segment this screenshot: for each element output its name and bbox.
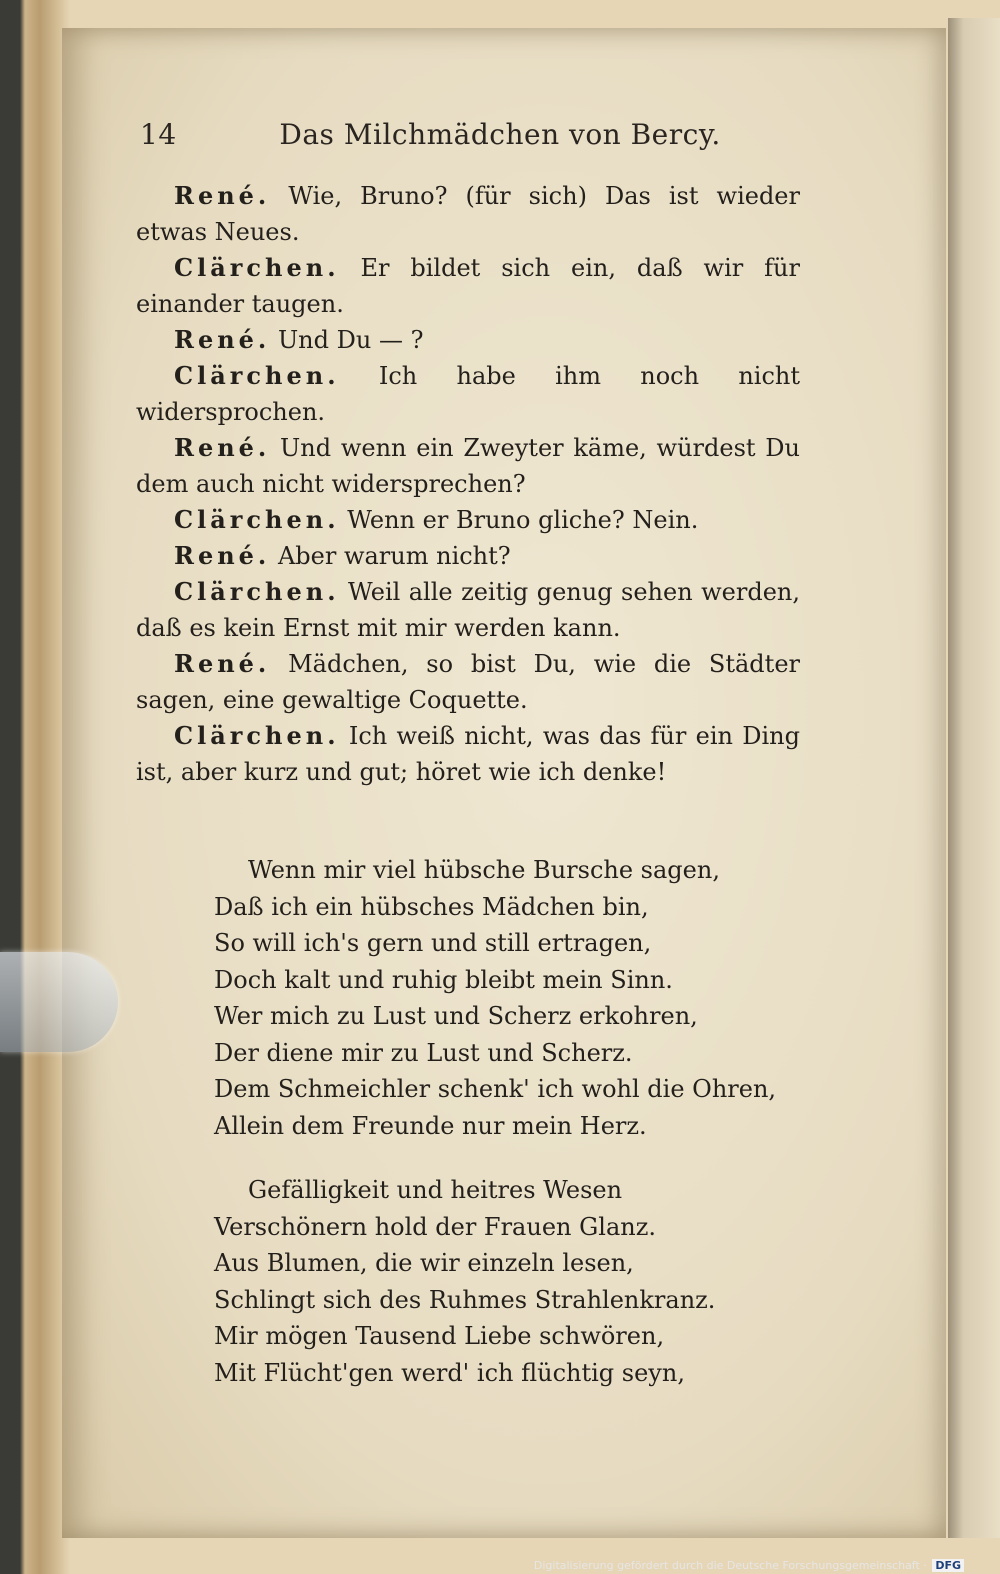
verse-line: Allein dem Freunde nur mein Herz. <box>214 1111 647 1140</box>
dialogue-line <box>136 502 800 538</box>
dialogue-line <box>136 718 800 790</box>
verse-line: Mit Flücht'gen werd' ich flüchtig seyn, <box>214 1358 685 1387</box>
verse-line: Wer mich zu Lust und Scherz erkohren, <box>214 1002 698 1030</box>
dialogue-text: Er bildet sich ein, daß wir für einander taugen. <box>136 254 800 318</box>
verse-line: Wenn mir viel hübsche Bursche sagen, <box>248 856 720 884</box>
dialogue-text: Wenn er Bruno gliche? Nein. <box>347 506 699 534</box>
speaker-name: René. <box>174 181 271 210</box>
verse-line: Gefälligkeit und heitres Wesen <box>248 1176 623 1204</box>
speaker-name: Clärchen. <box>174 361 340 390</box>
dialogue-text: Ich weiß nicht, was das für ein Ding ist, aber kurz und gut; höret wie ich denke! <box>136 722 800 786</box>
dfg-logo: DFG <box>932 1559 964 1572</box>
verse-line: Doch kalt und ruhig bleibt mein Sinn. <box>214 965 673 994</box>
verse-line: Schlingt sich des Ruhmes Strahlenkranz. <box>214 1285 716 1314</box>
speaker-name: René. <box>174 541 271 570</box>
page-clip <box>0 952 118 1052</box>
dialogue-line <box>136 574 800 646</box>
speaker-name: Clärchen. <box>174 505 340 534</box>
page-number: 14 <box>140 118 177 151</box>
running-title: Das Milchmädchen von Bercy. <box>279 118 721 151</box>
dialogue-line <box>136 538 800 574</box>
verse-line: So will ich's gern und still ertragen, <box>214 929 652 957</box>
speaker-name: René. <box>174 649 271 678</box>
running-head <box>140 118 760 151</box>
verse-line: Aus Blumen, die wir einzeln lesen, <box>214 1249 634 1277</box>
credit-text: Digitalisierung gefördert durch die Deutsche Forschungsgemeinschaft <box>533 1559 920 1572</box>
dialogue-line <box>136 358 800 430</box>
dialogue-text: Weil alle zeitig genug sehen werden, daß es kein Ernst mit mir werden kann. <box>136 578 800 642</box>
dialogue-line <box>136 250 800 322</box>
dialogue-line <box>136 322 800 358</box>
speaker-name: Clärchen. <box>174 721 340 750</box>
dialogue-text: Und wenn ein Zweyter käme, würdest Du dem auch nicht widersprechen? <box>136 434 800 498</box>
verse-line: Mir mögen Tausend Liebe schwören, <box>214 1322 665 1350</box>
dialogue-line <box>136 430 800 502</box>
song-stanza-2 <box>214 1172 794 1391</box>
verse-line: Dem Schmeichler schenk' ich wohl die Ohren, <box>214 1075 777 1103</box>
verse-line: Der diene mir zu Lust und Scherz. <box>214 1038 633 1067</box>
song-stanza-1 <box>214 852 794 1144</box>
speaker-name: Clärchen. <box>174 253 340 282</box>
verse-line: Verschönern hold der Frauen Glanz. <box>214 1212 656 1241</box>
dialogue-text: Mädchen, so bist Du, wie die Städter sagen, eine gewaltige Coquette. <box>136 650 800 714</box>
dialogue-text: Ich habe ihm noch nicht widersprochen. <box>136 362 800 426</box>
dialogue-block <box>136 178 800 790</box>
dialogue-text: Und Du — ? <box>277 326 424 354</box>
dialogue-text: Wie, Bruno? (für sich) Das ist wieder etwas Neues. <box>136 182 800 246</box>
dialogue-text: Aber warum nicht? <box>277 542 511 570</box>
speaker-name: René. <box>174 325 271 354</box>
speaker-name: René. <box>174 433 271 462</box>
next-page-edge <box>948 18 1000 1538</box>
digitization-credit: Digitalisierung gefördert durch die Deutsche Forschungsgemeinschaft · DFG <box>534 1559 964 1572</box>
speaker-name: Clärchen. <box>174 577 340 606</box>
dialogue-line <box>136 178 800 250</box>
dialogue-line <box>136 646 800 718</box>
verse-line: Daß ich ein hübsches Mädchen bin, <box>214 892 649 921</box>
